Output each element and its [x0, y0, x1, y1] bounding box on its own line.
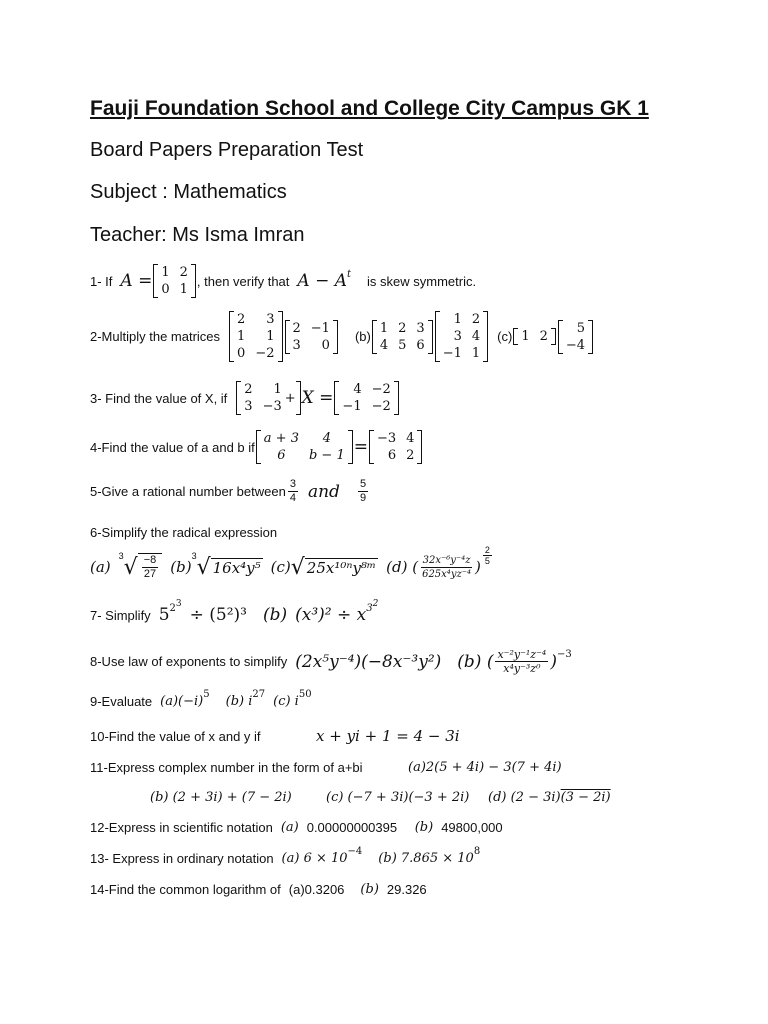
matrix-cell: 2 [539, 329, 548, 344]
q8-b-label: (b) ( [457, 651, 494, 672]
q6-a-index: 3 [118, 551, 124, 561]
q3-x: X = [301, 388, 334, 408]
q6-a-den: 27 [143, 568, 157, 580]
q5-fraction-1 [288, 478, 298, 505]
matrix-cell: 2 [398, 320, 407, 336]
matrix-cell: −1 [342, 399, 362, 414]
q5-f2-num: 5 [359, 478, 367, 490]
matrix-cell: 4 [353, 382, 362, 397]
q4-eq: = [353, 437, 368, 457]
question-11-parts [150, 790, 611, 805]
question-6-parts [90, 544, 494, 581]
matrix-cell: 2 [471, 312, 481, 327]
q3-prefix: 3- Find the value of X, if [90, 390, 228, 406]
matrix-cell: 1 [453, 312, 462, 327]
subject-title: Subject : Mathematics [90, 181, 287, 203]
q14-b-label: (b) [360, 882, 379, 897]
matrix-cell: −1 [310, 320, 330, 336]
school-title: Fauji Foundation School and College City Campus GK 1 [90, 97, 649, 120]
q5-fraction-2 [358, 478, 368, 505]
question-11 [90, 760, 562, 775]
q6-c-radical: √ 25x¹⁰ⁿy⁸ᵐ [290, 554, 377, 580]
q3-plus: + [284, 390, 296, 406]
matrix-cell: 5 [576, 320, 586, 336]
q6-d-label: (d) ( [386, 558, 419, 576]
q6-d-power [483, 545, 492, 566]
question-7 [90, 599, 379, 625]
q6-b-index: 3 [191, 551, 197, 561]
matrix-cell: −1 [442, 346, 462, 361]
q13-b: (b) 7.865 × 10 [378, 851, 474, 866]
matrix-cell: 2 [244, 382, 253, 397]
q2-b-label: (b) [354, 329, 371, 344]
q7-b-label: (b) [262, 605, 288, 625]
q10-expr: x + yi + 1 = 4 − 3i [316, 727, 460, 745]
matrix-cell: 3 [266, 312, 275, 327]
q6-d-num: 32x⁻⁶y⁻⁴z [422, 554, 471, 566]
matrix-cell: 5 [398, 337, 407, 353]
q2-prefix: 2-Multiply the matrices [90, 329, 221, 344]
q6-prefix: 6-Simplify the radical expression [90, 525, 278, 540]
matrix-cell: −3 [376, 431, 397, 446]
q1-matrix [153, 264, 196, 298]
q4-matrix-1 [256, 430, 353, 464]
matrix-cell: −2 [255, 346, 275, 361]
matrix-cell: 0 [321, 337, 330, 353]
q11-d: (d) (2 − 3i) [488, 790, 561, 805]
q1-suffix: is skew symmetric. [367, 273, 477, 289]
matrix-cell: 0 [237, 346, 246, 361]
q2-matrix-b1 [372, 320, 433, 354]
q8-b-fraction [495, 648, 548, 675]
q2-matrix-a2 [285, 320, 338, 354]
q2-c-label: (c) [497, 329, 513, 344]
q10-prefix: 10-Find the value of x and y if [90, 728, 261, 744]
matrix-cell: 1 [471, 346, 481, 361]
q6-d-fraction [420, 554, 473, 581]
test-title: Board Papers Preparation Test [90, 139, 364, 161]
q4-prefix: 4-Find the value of a and b if [90, 439, 255, 455]
q5-and: and [307, 481, 340, 502]
q13-a-pow: −4 [347, 846, 363, 857]
q13-a: (a) 6 × 10 [281, 851, 348, 866]
matrix-cell: 3 [244, 399, 253, 414]
q11-a: (a)2(5 + 4i) − 3(7 + 4i) [408, 760, 562, 775]
q14-prefix: 14-Find the common logarithm of [90, 882, 281, 897]
q2-matrix-c1 [513, 328, 556, 345]
matrix-cell: −2 [371, 399, 391, 414]
q13-prefix: 13- Express in ordinary notation [90, 851, 274, 866]
matrix-cell: a + 3 [263, 431, 299, 446]
q1-prefix: 1- If [90, 273, 113, 289]
q12-b-label: (b) [414, 820, 434, 835]
q9-a: (a)(−i) [160, 694, 204, 709]
q9-b-pow: 27 [252, 689, 266, 700]
matrix-cell: 3 [416, 320, 425, 336]
q9-a-pow: 5 [203, 689, 210, 700]
q2-matrix-b2 [435, 311, 488, 362]
matrix-cell: 2 [292, 320, 301, 336]
q7-a-pow: 2 [169, 602, 176, 614]
q3-matrix-1 [236, 381, 300, 415]
q12-prefix: 12-Express in scientific notation [90, 820, 273, 835]
q6-c-label: (c) [270, 558, 291, 576]
question-9 [90, 689, 312, 709]
q4-matrix-2 [369, 430, 422, 464]
matrix-cell: 6 [387, 448, 397, 463]
question-3 [90, 381, 400, 415]
q2-matrix-c2 [558, 320, 593, 354]
matrix-cell: 4 [471, 329, 481, 344]
matrix-cell: b − 1 [308, 448, 345, 463]
question-14 [90, 882, 427, 897]
q6-a-label: (a) [90, 558, 111, 576]
question-5 [90, 478, 370, 505]
matrix-cell: −3 [262, 399, 282, 414]
q7-b-pow2: 2 [372, 599, 379, 609]
q1-mid: , then verify that [196, 273, 290, 289]
q9-c-pow: 50 [298, 689, 312, 700]
matrix-cell: 2 [179, 265, 188, 280]
q14-b-val: 29.326 [386, 882, 427, 897]
q6-a-num: −8 [143, 554, 157, 566]
question-4 [90, 430, 423, 464]
question-13 [90, 846, 481, 866]
q9-c: (c) i [273, 694, 299, 709]
q12-b-val: 49800,000 [441, 820, 503, 835]
q7-b-pow: 3 [366, 602, 373, 614]
matrix-cell: 4 [406, 431, 415, 446]
q8-b-num: x⁻²y⁻¹z⁻⁴ [497, 648, 547, 661]
q6-d-pow-num: 2 [484, 544, 490, 555]
q8-b-den: x⁴y⁻³z⁰ [503, 662, 541, 675]
q5-f1-den: 4 [289, 492, 296, 504]
question-1 [90, 264, 476, 298]
q6-b-expr: 16x⁴y⁵ [212, 558, 261, 577]
matrix-cell: 1 [273, 382, 282, 397]
q5-f1-num: 3 [289, 478, 296, 490]
q3-matrix-2 [334, 381, 398, 415]
q12-a-label: (a) [280, 820, 299, 835]
question-6 [90, 525, 277, 540]
matrix-cell: −4 [565, 337, 586, 353]
matrix-cell: 1 [266, 329, 275, 344]
q8-b-close: ) [550, 651, 557, 672]
matrix-cell: 1 [237, 329, 246, 344]
q11-c: (c) (−7 + 3i)(−3 + 2i) [326, 790, 470, 805]
q5-prefix: 5-Give a rational number between [90, 484, 286, 499]
q2-matrix-a1 [229, 311, 282, 362]
q6-d-pow-den: 5 [484, 555, 490, 566]
matrix-cell: −2 [371, 382, 391, 397]
q6-d-den: 625x⁴yz⁻⁴ [422, 568, 472, 580]
q8-prefix: 8-Use law of exponents to simplify [90, 654, 288, 669]
q1-expr: A − A [297, 271, 348, 291]
matrix-cell: 4 [322, 431, 331, 446]
q8-b-pow: −3 [556, 649, 572, 660]
teacher-title: Teacher: Ms Isma Imran [90, 224, 305, 246]
q5-f2-den: 9 [359, 492, 367, 504]
q7-a-base: 5 [158, 605, 170, 625]
matrix-cell: 4 [379, 337, 389, 353]
question-10 [90, 727, 460, 745]
matrix-cell: 6 [416, 337, 425, 353]
q9-prefix: 9-Evaluate [90, 694, 153, 709]
matrix-cell: 2 [406, 448, 415, 463]
matrix-cell: 1 [161, 265, 170, 280]
q6-b-radical: √ 16x⁴y⁵ [196, 554, 261, 580]
matrix-cell: 1 [379, 320, 389, 336]
q11-b: (b) (2 + 3i) + (7 − 2i) [150, 790, 292, 805]
q1-sup: t [347, 268, 352, 280]
matrix-cell: 0 [161, 282, 170, 297]
question-12 [90, 820, 503, 835]
q14-a: (a)0.3206 [288, 882, 345, 897]
matrix-cell: 6 [277, 448, 286, 463]
q6-c-expr: 25x¹⁰ⁿy⁸ᵐ [306, 558, 377, 577]
matrix-cell: 2 [237, 312, 246, 327]
q6-b-label: (b) [170, 558, 192, 576]
q13-b-pow: 8 [473, 846, 481, 857]
q8-a-expr: (2x⁵y⁻⁴)(−8x⁻³y²) [295, 651, 442, 672]
question-8 [90, 648, 572, 675]
q6-a-radical: √ $\frac{-8}{27}$ [124, 553, 163, 581]
q11-d-conj: (3 − 2i) [560, 790, 611, 805]
matrix-cell: 3 [292, 337, 301, 353]
q1-var: A = [120, 271, 153, 291]
q7-prefix: 7- Simplify [90, 607, 151, 623]
q7-a-rest: ÷ (5²)³ [189, 605, 247, 625]
matrix-cell: 1 [521, 329, 530, 344]
q7-a-pow2: 3 [175, 599, 182, 609]
matrix-cell: 3 [453, 329, 462, 344]
q6-d-close: ) [475, 558, 481, 576]
q12-a-val: 0.00000000395 [306, 820, 398, 835]
q9-b: (b) i [225, 694, 253, 709]
matrix-cell: 1 [179, 282, 188, 297]
q7-b-expr: (x³)² ÷ x [295, 605, 367, 625]
question-2 [90, 311, 594, 362]
q11-prefix: 11-Express complex number in the form of a+bi [90, 760, 363, 775]
